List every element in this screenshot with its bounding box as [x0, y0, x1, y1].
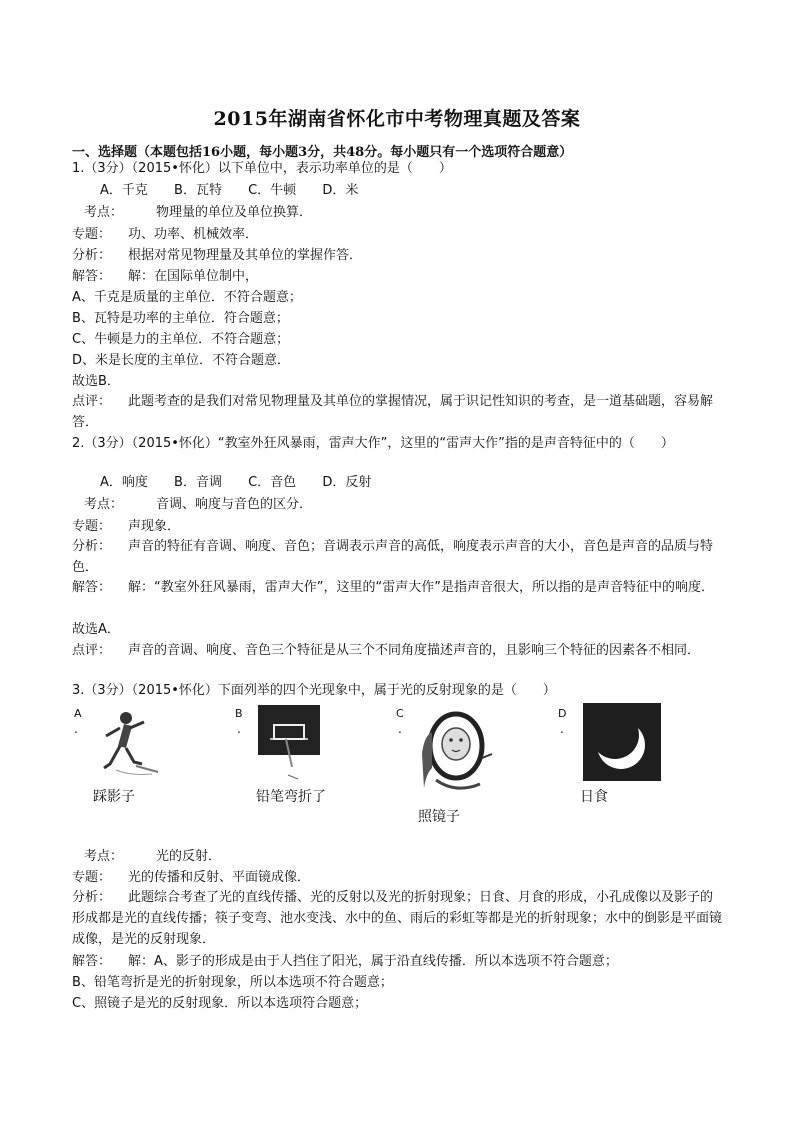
fenxi-label: 分析： — [72, 539, 112, 554]
q2-fenxi: 声音的特征有音调、响度、音色；音调表示声音的高低，响度表示声音的大小，音色是声音的品质与特色． — [72, 539, 714, 575]
q2-dianping: 声音的音调、响度、音色三个特征是从三个不同角度描述声音的，且影响三个特征的因素各不相同． — [128, 643, 701, 658]
kaodian-label: 考点： — [84, 849, 124, 864]
q1-answer-line: D、米是长度的主单位．不符合题意． — [72, 353, 291, 368]
figure-c-letter: C — [396, 707, 404, 720]
dianping-label: 点评： — [72, 643, 112, 658]
q2-option-c: C．音色 — [248, 475, 297, 490]
q3-answer-line: B、铅笔弯折是光的折射现象，所以本选项不符合题意； — [72, 975, 393, 990]
figure-d-caption: 日食 — [580, 789, 608, 805]
fenxi-label: 分析： — [72, 890, 112, 905]
page-title: 2015年湖南省怀化市中考物理真题及答案 — [213, 108, 581, 130]
jieda-label: 解答： — [72, 580, 112, 595]
q1-jieda-row — [72, 268, 258, 286]
q1-option-c: C．牛顿 — [248, 183, 297, 198]
q2-stem: 2.（3分）（2015•怀化）“教室外狂风暴雨，雷声大作”，这里的“雷声大作”指的是声音特征中的（ ） — [72, 436, 674, 451]
q3-fenxi: 此题综合考查了光的直线传播、光的反射以及光的折射现象；日食、月食的形成，小孔成像以及影子的形成都是光的直线传播；筷子变弯、池水变浅、水中的鱼、雨后的彩虹等都是光的折射现象；水中的倒影是平面镜成像，是光的反射现象． — [72, 890, 723, 947]
q3-stem: 3.（3分）（2015•怀化）下面列举的四个光现象中，属于光的反射现象的是（ ） — [72, 683, 556, 698]
zhuanti-label: 专题： — [72, 227, 112, 242]
q1-answer-choice: 故选B． — [72, 374, 120, 389]
kaodian-label: 考点： — [84, 205, 124, 220]
jieda-label: 解答： — [72, 269, 112, 284]
q2-options — [100, 474, 393, 492]
q2-jieda: 解：“教室外狂风暴雨，雷声大作”，这里的“雷声大作”是指声音很大，所以指的是声音特征中的响度． — [128, 580, 714, 595]
q2-zhuanti: 声现象． — [128, 519, 181, 534]
q3-fenxi-row — [72, 887, 722, 950]
q1-kaodian-row — [84, 204, 312, 222]
q2-answer-choice: 故选A． — [72, 622, 120, 637]
q1-option-a: A．千克 — [100, 183, 148, 198]
figure-a-shadow-stepping — [96, 706, 166, 778]
fenxi-label: 分析： — [72, 248, 112, 263]
zhuanti-label: 专题： — [72, 870, 112, 885]
q1-zhuanti: 功、功率、机械效率． — [128, 227, 259, 242]
figure-b-dot: . — [237, 722, 241, 736]
q3-jieda-row — [72, 953, 618, 971]
figure-d-eclipse — [583, 703, 661, 781]
q3-zhuanti-row — [72, 869, 310, 887]
figure-d-letter: D — [558, 707, 567, 720]
q2-kaodian: 音调、响度与音色的区分． — [156, 497, 313, 512]
q1-dianping-row — [72, 391, 722, 433]
kaodian-label: 考点： — [84, 497, 124, 512]
figure-a-letter: A — [74, 707, 82, 720]
zhuanti-label: 专题： — [72, 519, 112, 534]
q2-zhuanti-row — [72, 518, 180, 536]
q1-kaodian: 物理量的单位及单位换算． — [156, 205, 313, 220]
jieda-label: 解答： — [72, 954, 112, 969]
q1-zhuanti-row — [72, 226, 258, 244]
q1-dianping: 此题考查的是我们对常见物理量及其单位的掌握情况，属于识记性知识的考查，是一道基础题，容易解答． — [72, 394, 714, 430]
q3-kaodian: 光的反射． — [156, 849, 222, 864]
figure-b-bent-pencil — [258, 705, 320, 783]
q2-fenxi-row — [72, 536, 722, 578]
figure-d-dot: . — [560, 722, 564, 736]
q1-option-d: D．米 — [322, 183, 359, 198]
q1-fenxi: 根据对常见物理量及其单位的掌握作答． — [128, 248, 363, 263]
figure-a-dot: . — [74, 722, 78, 736]
q2-option-b: B．音调 — [174, 475, 222, 490]
q3-answer-line: C、照镜子是光的反射现象．所以本选项符合题意； — [72, 996, 368, 1011]
section-heading: 一、选择题（本题包括16小题，每小题3分，共48分。每小题只有一个选项符合题意） — [72, 145, 573, 160]
q1-fenxi-row — [72, 247, 362, 265]
figure-a-caption: 踩影子 — [93, 789, 135, 805]
q1-options — [100, 182, 380, 200]
q2-option-d: D．反射 — [322, 475, 372, 490]
q2-jieda-row — [72, 577, 722, 598]
q1-stem: 1.（3分）（2015•怀化）以下单位中，表示功率单位的是（ ） — [72, 161, 452, 176]
dianping-label: 点评： — [72, 394, 112, 409]
q1-answer-line: A、千克是质量的主单位．不符合题意； — [72, 290, 302, 305]
figure-c-caption: 照镜子 — [418, 809, 460, 825]
q3-kaodian-row — [84, 848, 221, 866]
q2-option-a: A．响度 — [100, 475, 148, 490]
figure-b-caption: 铅笔弯折了 — [256, 789, 326, 805]
q2-kaodian-row — [84, 496, 312, 514]
figure-c-dot: . — [398, 722, 402, 736]
q2-dianping-row — [72, 640, 722, 661]
q1-option-b: B．瓦特 — [174, 183, 222, 198]
q3-jieda: 解：A、影子的形成是由于人挡住了阳光，属于沿直线传播．所以本选项不符合题意； — [128, 954, 618, 969]
q1-jieda: 解：在国际单位制中， — [128, 269, 259, 284]
q1-answer-line: C、牛顿是力的主单位．不符合题意； — [72, 332, 290, 347]
q1-answer-line: B、瓦特是功率的主单位．符合题意； — [72, 311, 289, 326]
figure-c-mirror — [418, 708, 496, 794]
q3-zhuanti: 光的传播和反射、平面镜成像． — [128, 870, 311, 885]
figure-b-letter: B — [235, 707, 243, 720]
